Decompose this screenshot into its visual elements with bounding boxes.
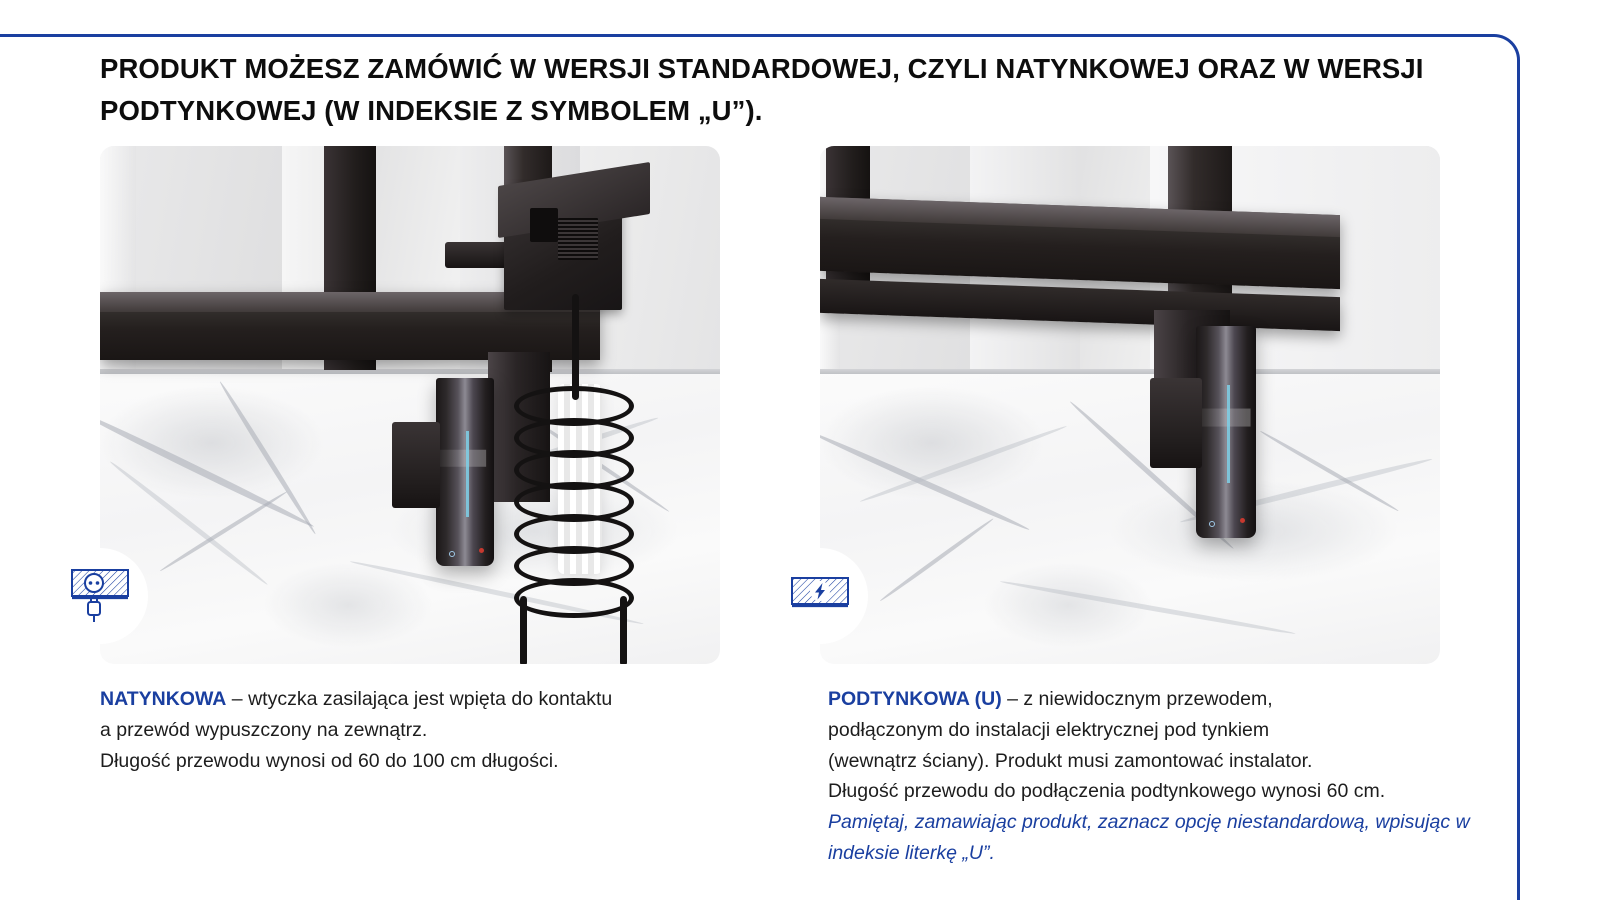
caption-title: NATYNKOWA [100,688,227,710]
caption-line: Długość przewodu wynosi od 60 do 100 cm długości. [100,749,559,772]
photo-panel-natynkowa [100,146,720,664]
caption-note: Pamiętaj, zamawiając produkt, zaznacz opcję niestandardową, wpisując w indeksie literkę „U”. [828,811,1470,864]
caption-line: Długość przewodu do podłączenia podtynkowego wynosi 60 cm. [828,780,1386,803]
wall-socket-plug-icon [64,560,136,632]
caption-line: podłączonym do instalacji elektrycznej pod tynkiem [828,718,1270,741]
decorative-frame-corner [1472,34,1520,82]
marble-wall [820,369,1440,664]
wall-hidden-bolt-icon [784,560,856,632]
caption-line: a przewód wypuszczony na zewnątrz. [100,718,428,741]
badge-podtynkowa [772,548,868,644]
caption-podtynkowa [828,684,1488,869]
page-title: PRODUKT MOŻESZ ZAMÓWIĆ W WERSJI STANDARDOWEJ, CZYLI NATYNKOWEJ ORAZ W WERSJI PODTYNKOWEJ (W INDEKSIE Z SYMBOLEM „U”). [100,53,1424,126]
heating-element [436,378,494,566]
photo-panel-podtynkowa [820,146,1440,664]
decorative-frame-right [1517,60,1520,900]
product-photo-natynkowa [100,146,720,664]
caption-title: PODTYNKOWA (U) [828,688,1002,710]
caption-line: – wtyczka zasilająca jest wpięta do kontaktu [226,688,613,710]
caption-line: – z niewidocznym przewodem, [1001,688,1273,710]
decorative-frame-top [0,34,1492,37]
product-photo-podtynkowa [820,146,1440,664]
badge-natynkowa [52,548,148,644]
caption-natynkowa [100,684,740,776]
caption-line: (wewnątrz ściany). Produkt musi zamontować instalator. [828,749,1313,772]
heating-element [1196,326,1256,538]
